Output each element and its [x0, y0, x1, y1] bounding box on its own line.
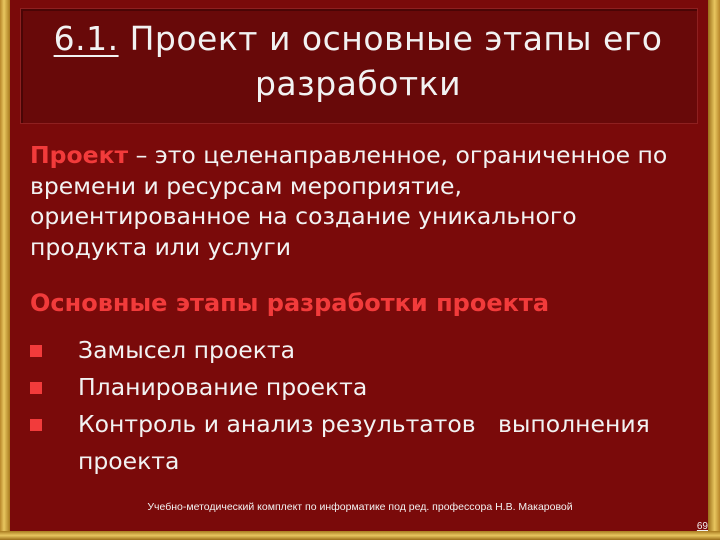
definition-paragraph [30, 140, 680, 262]
stage-label: Контроль и анализ результатов выполнения проекта [78, 410, 658, 475]
frame-left-border [0, 0, 10, 540]
bullet-square-icon [30, 345, 42, 357]
list-item [30, 332, 690, 369]
bullet-square-icon [30, 382, 42, 394]
definition-text: – это целенаправленное, ограниченное по времени и ресурсам мероприятие, ориентированное на создание уникального продукта или услуги [30, 141, 668, 261]
list-item [30, 369, 690, 406]
slide-title [20, 16, 696, 106]
stage-label: Планирование проекта [78, 373, 368, 401]
stages-heading: Основные этапы разработки проекта [30, 289, 550, 317]
stage-label: Замысел проекта [78, 336, 296, 364]
page-number: 69 [696, 521, 708, 532]
bullet-square-icon [30, 419, 42, 431]
title-line1: Проект и основные этапы его [118, 19, 663, 58]
title-number: 6.1. [53, 19, 119, 58]
footer-credit: Учебно-методический комплект по информатике под ред. профессора Н.В. Макаровой [147, 501, 573, 513]
stages-list [30, 332, 690, 480]
frame-bottom-border [0, 531, 720, 540]
title-line2: разработки [254, 64, 462, 103]
definition-term: Проект [30, 141, 129, 169]
frame-right-border [708, 0, 720, 540]
list-item [30, 406, 690, 480]
